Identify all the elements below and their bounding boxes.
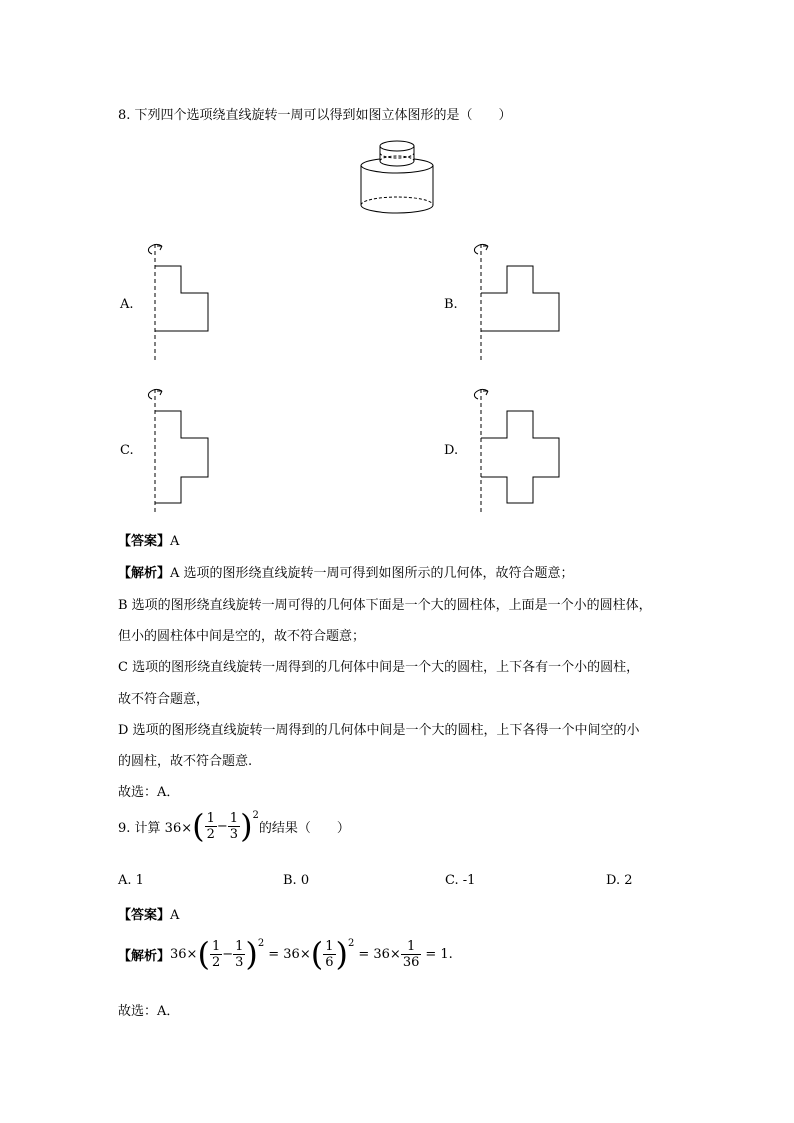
analysis-text: A 选项的图形绕直线旋转一周可得到如图所示的几何体，故符合题意； — [170, 566, 574, 581]
fraction: $\frac{1}{6}$ — [325, 938, 334, 970]
option-d-figure — [466, 385, 566, 517]
option-c-figure — [140, 385, 220, 517]
q9-option-c: C. -1 — [445, 873, 476, 888]
option-c-label: C. — [120, 443, 134, 458]
calc-equals: = 36× — [268, 946, 311, 962]
q8-analysis-line-4: C 选项的图形绕直线旋转一周得到的几何体中间是一个大的圆柱，上下各有一个小的圆柱， — [118, 660, 640, 675]
option-a-label: A. — [120, 297, 134, 312]
calc-result: = 1. — [425, 946, 453, 962]
q9-stem-prefix: 9. 计算 36× — [118, 820, 193, 836]
q8-analysis-line-6: D 选项的图形绕直线旋转一周得到的几何体中间是一个大的圆柱，上下各得一个中间空的小 — [118, 723, 640, 738]
calc-term: 36× — [170, 946, 198, 962]
answer-label: 【答案】 — [118, 908, 171, 923]
option-b-label: B. — [444, 297, 458, 312]
exponent: 2 — [252, 810, 259, 821]
fraction: $\frac{1}{3}$ — [229, 810, 239, 842]
answer-label: 【答案】 — [118, 534, 171, 549]
right-paren: ) — [335, 935, 348, 973]
fraction: $\frac{1}{2}$ — [211, 938, 221, 970]
exponent: 2 — [257, 938, 265, 949]
fraction: $\frac{1}{36}$ — [402, 938, 420, 970]
q9-conclusion: 故选：A． — [118, 1004, 180, 1019]
q9-option-b: B. 0 — [283, 873, 310, 888]
answer-value: A — [170, 908, 180, 923]
q9-analysis — [118, 935, 453, 973]
fraction: $\frac{1}{3}$ — [235, 938, 244, 970]
exponent: 2 — [347, 938, 355, 949]
answer-value: A — [170, 534, 180, 549]
q8-analysis-line-3: 但小的圆柱体中间是空的，故不符合题意； — [118, 629, 366, 644]
fraction: $\frac{1}{2}$ — [206, 810, 215, 842]
right-paren: ) — [245, 935, 258, 973]
analysis-label: 【解析】 — [118, 948, 171, 964]
analysis-label: 【解析】 — [118, 566, 171, 581]
minus-sign: − — [216, 818, 228, 834]
right-paren: ) — [240, 807, 253, 845]
q9-option-d: D. 2 — [606, 873, 633, 888]
calc-equals: = 36× — [358, 946, 401, 962]
solid-figure — [355, 135, 445, 220]
left-paren: ( — [197, 935, 210, 973]
q9-answer — [118, 904, 179, 923]
left-paren: ( — [310, 935, 324, 973]
q9-stem — [118, 807, 350, 845]
left-paren: ( — [192, 807, 205, 845]
q8-answer — [118, 530, 179, 549]
q8-conclusion: 故选：A． — [118, 785, 180, 800]
q8-analysis-line-2: B 选项的图形绕直线旋转一周可得的几何体下面是一个大的圆柱体，上面是一个小的圆柱体， — [118, 598, 652, 613]
q8-analysis-line-1 — [118, 562, 574, 581]
option-d-label: D. — [444, 443, 459, 458]
option-b-figure — [466, 240, 566, 362]
q8-analysis-line-7: 的圆柱，故不符合题意. — [118, 754, 253, 769]
q9-stem-suffix: 的结果（ ） — [258, 820, 350, 836]
q9-option-a: A. 1 — [118, 873, 144, 888]
minus-sign: − — [222, 946, 234, 962]
q8-analysis-line-5: 故不符合题意， — [118, 692, 210, 707]
q8-stem: 8. 下列四个选项绕直线旋转一周可以得到如图立体图形的是（ ） — [118, 108, 512, 123]
option-a-figure — [140, 240, 220, 362]
